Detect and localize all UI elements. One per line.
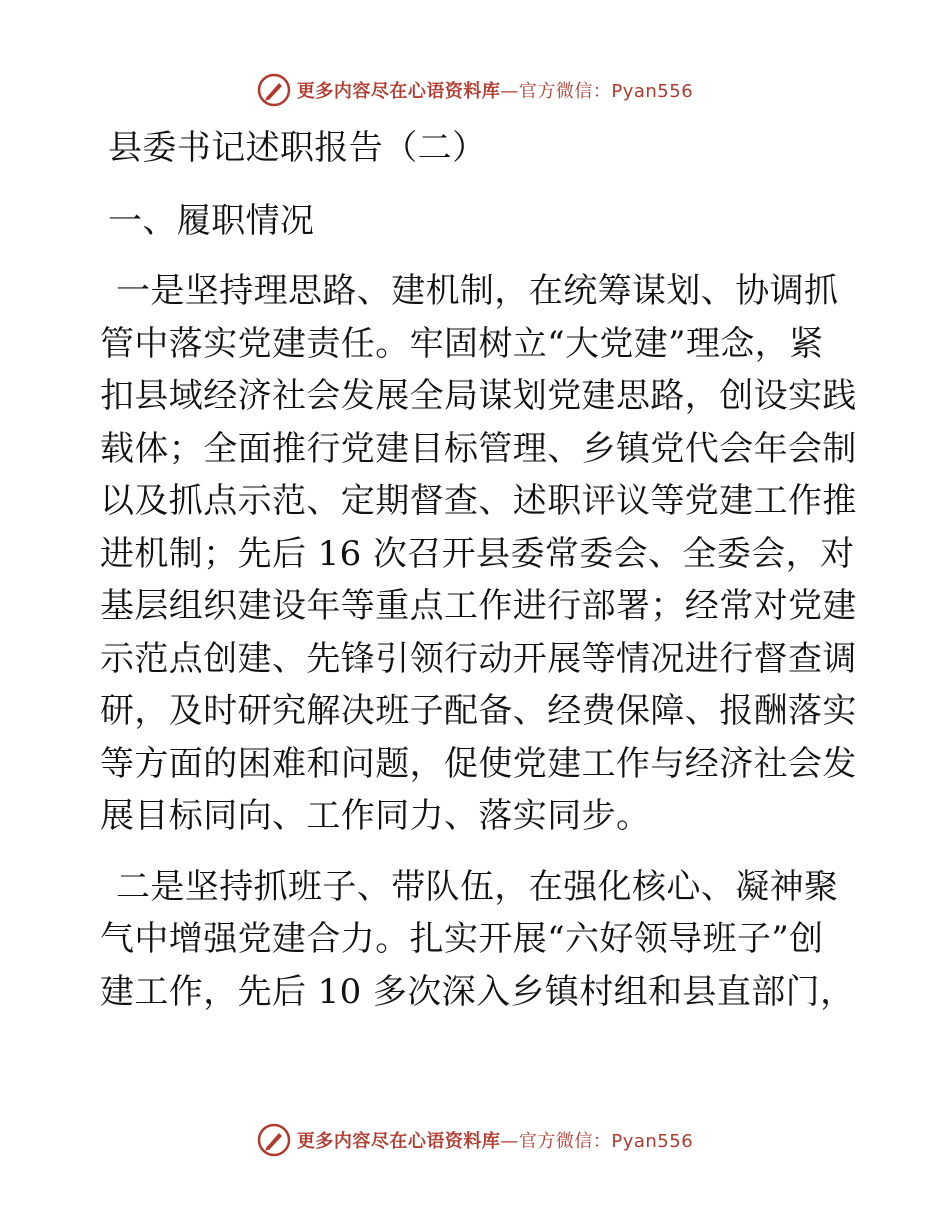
watermark-site-name: 更多内容尽在心语资料库 <box>296 81 501 102</box>
paragraph-line: 基层组织建设年等重点工作进行部署；经常对党建 <box>100 586 857 626</box>
watermark-site-name: 更多内容尽在心语资料库 <box>296 1131 501 1152</box>
pen-logo-icon <box>257 1123 291 1157</box>
paragraph-line: 气中增强党建合力。扎实开展“六好领导班子”创 <box>100 919 824 959</box>
paragraph-1 <box>100 265 860 843</box>
paragraph-line: 示范点创建、先锋引领行动开展等情况进行督查调 <box>100 638 857 679</box>
paragraph-line: 展目标同向、工作同力、落实同步。 <box>100 796 651 836</box>
watermark-wechat: —官方微信：Pyan556 <box>500 1131 694 1152</box>
paragraph-line: 一是坚持理思路、建机制，在统筹谋划、协调抓 <box>116 271 839 311</box>
paragraph-line: 研，及时研究解决班子配备、经费保障、报酬落实 <box>100 691 857 731</box>
paragraph-line: 载体；全面推行党建目标管理、乡镇党代会年会制 <box>100 428 857 469</box>
paragraph-2 <box>100 861 860 1019</box>
paragraph-line: 以及抓点示范、定期督查、述职评议等党建工作推 <box>100 481 857 521</box>
paragraph-line: 二是坚持抓班子、带队伍，在强化核心、凝神聚 <box>116 866 839 907</box>
pen-logo-icon <box>257 73 291 107</box>
watermark-banner-top <box>0 70 950 110</box>
paragraph-line: 等方面的困难和问题，促使党建工作与经济社会发 <box>100 743 857 784</box>
paragraph-line: 建工作，先后 10 多次深入乡镇村组和县直部门， <box>100 971 855 1012</box>
document-title: 县委书记述职报告（二） <box>108 128 487 168</box>
watermark-banner-bottom <box>0 1120 950 1160</box>
paragraph-line: 管中落实党建责任。牢固树立“大党建”理念，紧 <box>100 323 824 364</box>
section-heading: 一、履职情况 <box>108 200 315 241</box>
paragraph-line: 扣县域经济社会发展全局谋划党建思路，创设实践 <box>100 376 857 416</box>
watermark-wechat: —官方微信：Pyan556 <box>500 81 694 102</box>
paragraph-line: 进机制；先后 16 次召开县委常委会、全委会，对 <box>100 533 855 574</box>
document-body <box>100 122 860 1018</box>
